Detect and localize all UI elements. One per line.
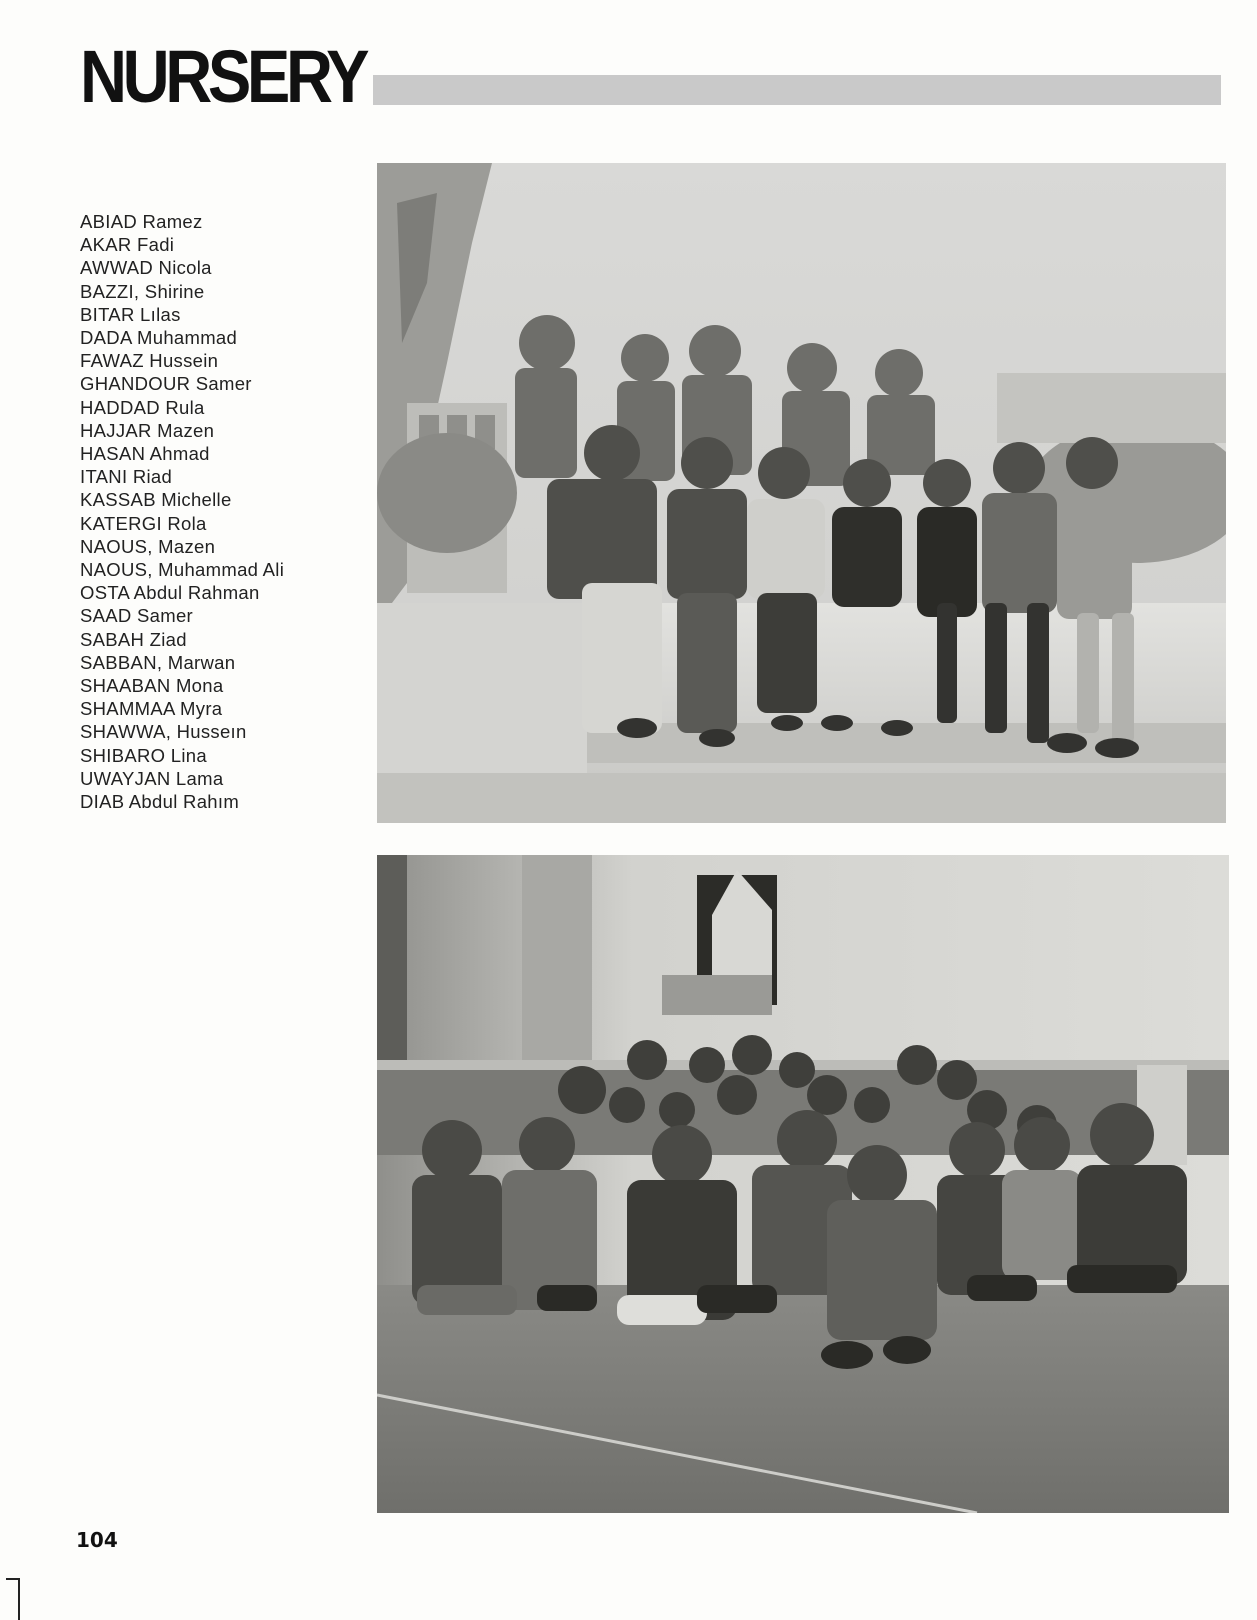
list-item: HAJJAR Mazen	[80, 419, 215, 441]
student-name-list	[80, 210, 284, 813]
list-item: SHAWWA, Husseın	[80, 721, 247, 743]
list-item: NAOUS, Mazen	[80, 535, 216, 557]
list-item: SABAH Ziad	[80, 628, 187, 650]
classroom-group-photo	[377, 855, 1229, 1513]
list-item: BITAR Lılas	[80, 303, 181, 325]
list-item: ITANI Riad	[80, 466, 173, 488]
page-title: NURSERY	[80, 35, 366, 118]
list-item: DADA Muhammad	[80, 327, 238, 349]
list-item: HADDAD Rula	[80, 396, 205, 418]
list-item: SHAMMAA Myra	[80, 698, 223, 720]
list-item: OSTA Abdul Rahman	[80, 582, 260, 604]
list-item: SABBAN, Marwan	[80, 651, 236, 673]
crop-mark	[6, 1578, 20, 1620]
title-rule-bar	[373, 75, 1221, 105]
list-item: NAOUS, Muhammad Ali	[80, 559, 285, 581]
list-item: KASSAB Michelle	[80, 489, 232, 511]
list-item: AKAR Fadi	[80, 234, 175, 256]
list-item: FAWAZ Hussein	[80, 350, 219, 372]
list-item: ABIAD Ramez	[80, 211, 203, 232]
list-item: DIAB Abdul Rahım	[80, 791, 240, 813]
outdoor-class-photo	[377, 163, 1226, 823]
list-item: SHIBARO Lina	[80, 744, 207, 766]
list-item: HASAN Ahmad	[80, 443, 210, 465]
list-item: AWWAD Nicola	[80, 257, 212, 279]
list-item: UWAYJAN Lama	[80, 767, 224, 789]
list-item: GHANDOUR Samer	[80, 373, 252, 395]
list-item: BAZZI, Shirine	[80, 280, 205, 302]
list-item: KATERGI Rola	[80, 512, 207, 534]
list-item: SAAD Samer	[80, 605, 194, 627]
page-number: 104	[76, 1528, 118, 1552]
list-item: SHAABAN Mona	[80, 675, 224, 697]
